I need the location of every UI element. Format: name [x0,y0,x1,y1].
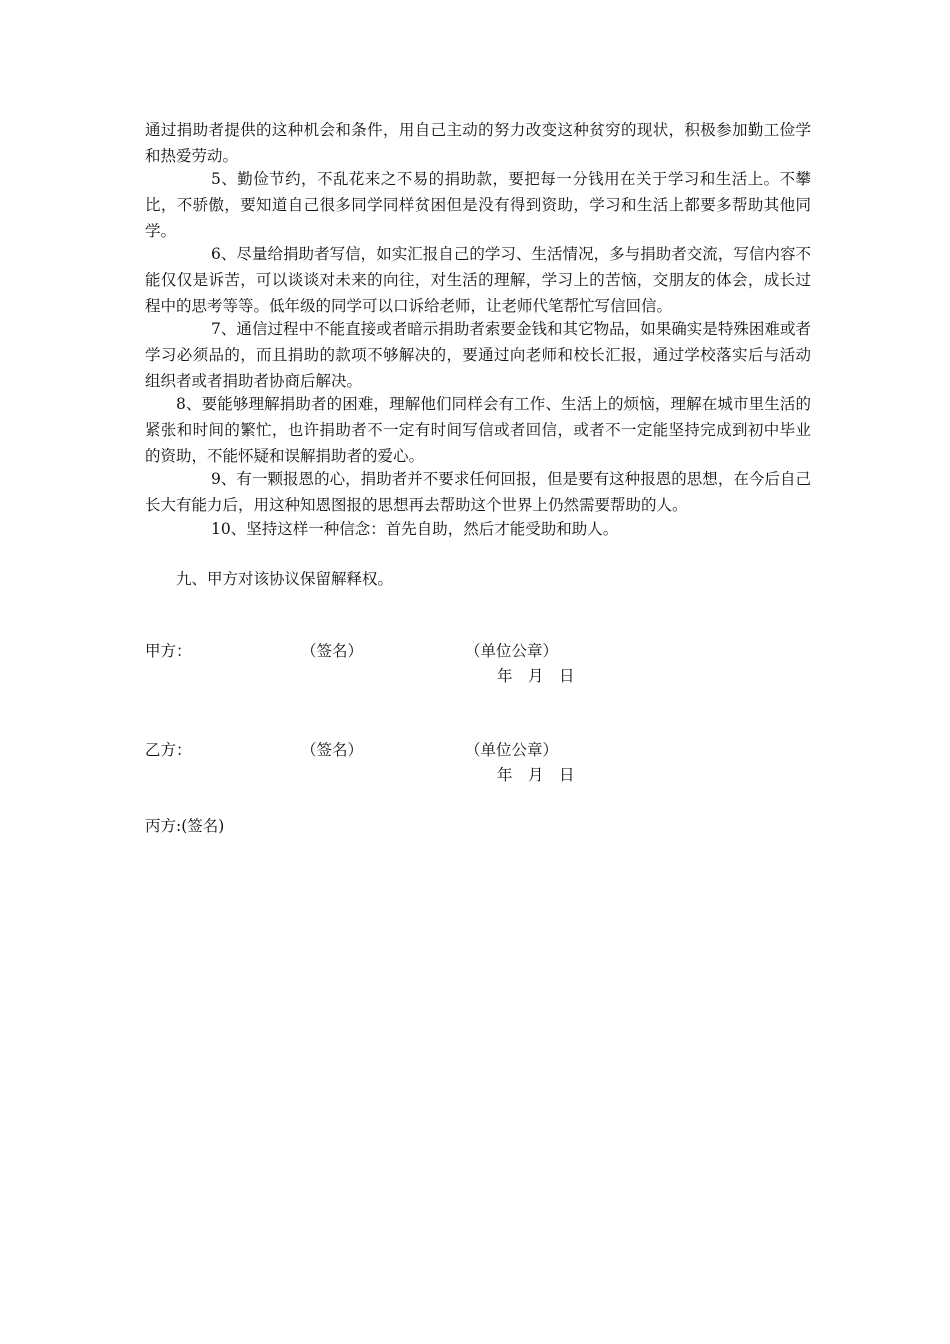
party-b-seal-field: （单位公章） [465,741,559,759]
paragraph-item-5: 5、勤俭节约，不乱花来之不易的捐助款，要把每一分钱用在关于学习和生活上。不攀比，不骄傲，要知道自己很多同学同样贫困但是没有得到资助，学习和生活上都要多帮助其他同学。 [145,170,811,240]
party-a-date-field: 年 月 日 [497,667,575,685]
party-b-label: 乙方： [145,741,192,759]
party-a-label: 甲方： [145,642,192,660]
party-b-date-field: 年 月 日 [497,766,575,784]
party-b-sign-field: （签名） [301,741,364,759]
paragraph-item-6: 6、尽量给捐助者写信，如实汇报自己的学习、生活情况，多与捐助者交流，写信内容不能仅仅是诉苦，可以谈谈对未来的向往，对生活的理解，学习上的苦恼，交朋友的体会，成长过程中的思考等等。低年级的同学可以口诉给老师，让老师代笔帮忙写信回信。 [145,245,811,315]
party-a-sign-field: （签名） [301,642,364,660]
paragraph-work-study: 通过捐助者提供的这种机会和条件，用自己主动的努力改变这种贫穷的现状，积极参加勤工俭学和热爱劳动。 [145,121,811,165]
paragraph-clause-nine: 九、甲方对该协议保留解释权。 [176,570,394,588]
paragraph-item-9: 9、有一颗报恩的心，捐助者并不要求任何回报，但是要有这种报恩的思想，在今后自己长大有能力后，用这种知恩图报的思想再去帮助这个世界上仍然需要帮助的人。 [145,470,811,514]
paragraph-item-7: 7、通信过程中不能直接或者暗示捐助者索要金钱和其它物品，如果确实是特殊困难或者学习必须品的，而且捐助的款项不够解决的，要通过向老师和校长汇报，通过学校落实后与活动组织者或者捐助者协商后解决。 [145,320,811,390]
party-a-seal-field: （单位公章） [465,642,559,660]
paragraph-item-8: 8、要能够理解捐助者的困难，理解他们同样会有工作、生活上的烦恼，理解在城市里生活的紧张和时间的繁忙，也许捐助者不一定有时间写信或者回信，或者不一定能坚持完成到初中毕业的资助，不能怀疑和误解捐助者的爱心。 [145,395,811,465]
party-c-sign-field: 丙方:(签名) [145,817,225,835]
paragraph-item-10: 10、坚持这样一种信念：首先自助，然后才能受助和助人。 [211,520,619,538]
